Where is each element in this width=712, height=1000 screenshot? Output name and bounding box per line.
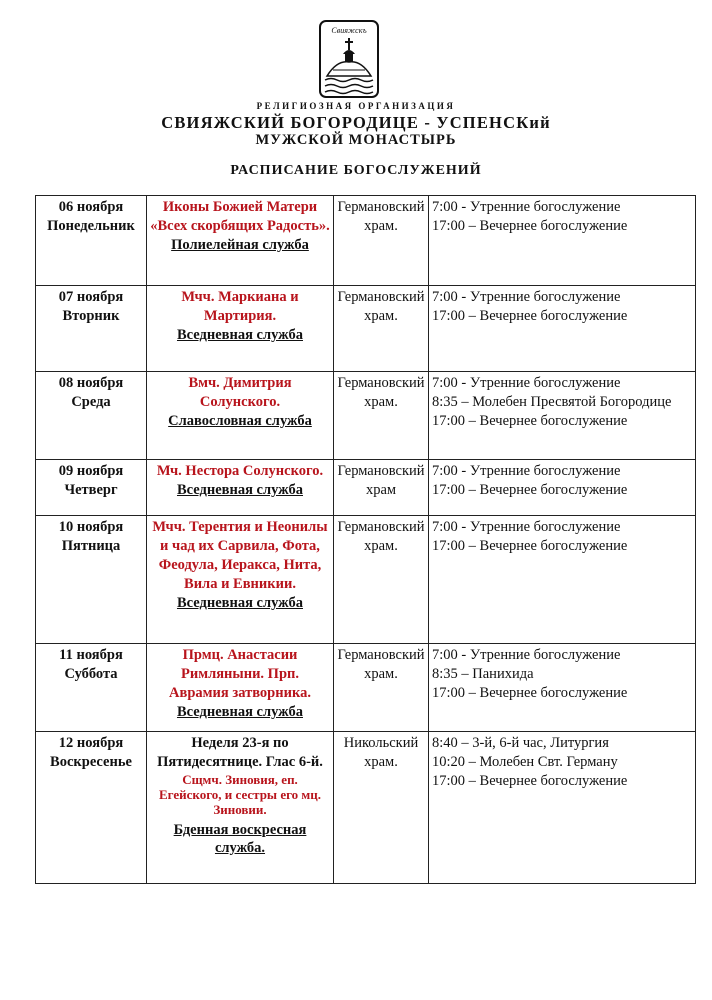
date-label: 07 ноября [58,289,124,305]
feast-week-label: Неделя 23-я по Пятидесятнице. Глас 6-й. [157,735,323,770]
service-time: 7:00 - Утренние богослужение [432,289,621,305]
service-time: 8:40 – 3-й, 6-й час, Литургия [432,735,609,751]
weekday-label: Суббота [64,666,118,682]
service-time: 7:00 - Утренние богослужение [432,519,621,535]
date-label: 11 ноября [59,647,123,663]
day-cell [36,732,147,884]
weekday-label: Среда [71,394,111,410]
feast-cell [147,732,334,884]
weekday-label: Четверг [64,482,118,498]
times-cell [429,732,696,884]
feast-cell [147,460,334,516]
church-cell: Германовский храм. [334,644,429,732]
day-cell [36,286,147,372]
service-time: 17:00 – Вечернее богослужение [432,308,628,324]
service-type: Вседневная служба [176,704,303,720]
feast-cell [147,516,334,644]
feast-cell [147,644,334,732]
service-time: 7:00 - Утренние богослужение [432,199,621,215]
schedule-title: РАСПИСАНИЕ БОГОСЛУЖЕНИЙ [230,163,482,178]
church-cell: Никольский храм. [334,732,429,884]
table-row [36,644,696,732]
church-cell: Германовский храм. [334,372,429,460]
weekday-label: Понедельник [47,218,135,234]
service-time: 7:00 - Утренние богослужение [432,375,621,391]
times-cell [429,196,696,286]
feast-name: Прмц. Анастасии Римляныни. Прп. Аврамия затворника. [169,647,311,701]
date-label: 06 ноября [58,199,124,215]
times-cell [429,286,696,372]
service-time: 8:35 – Панихида [432,666,534,682]
day-cell [36,516,147,644]
org-name: СВИЯЖСКИЙ БОГОРОДИЦЕ - УСПЕНСКий [161,113,551,132]
org-name-line2: МУЖСКОЙ МОНАСТЫРЬ [255,132,457,148]
service-type: Вседневная служба [176,482,303,498]
org-type: РЕЛИГИОЗНАЯ ОРГАНИЗАЦИЯ [256,101,456,111]
feast-name: Мчч. Маркиана и Мартирия. [181,289,299,324]
service-time: 7:00 - Утренние богослужение [432,463,621,479]
service-type: Полиелейная служба [171,237,309,253]
church-cell: Германовский храм. [334,196,429,286]
table-row [36,460,696,516]
service-type: Славословная служба [168,413,312,429]
schedule-table [35,195,696,884]
service-type: Вседневная служба [176,595,303,611]
feast-name: Сщмч. Зиновия, еп. Егейского, и сестры его мц. Зиновии. [158,772,322,817]
day-cell [36,196,147,286]
day-cell [36,460,147,516]
service-type: Вседневная служба [176,327,303,343]
feast-name: Иконы Божией Матери «Всех скорбящих Радость». [150,199,330,234]
date-label: 12 ноября [58,735,124,751]
service-time: 17:00 – Вечернее богослужение [432,773,628,789]
feast-cell [147,372,334,460]
date-label: 09 ноября [58,463,124,479]
feast-name: Вмч. Димитрия Солунского. [188,375,292,410]
church-cell: Германовский храм. [334,516,429,644]
date-label: 10 ноября [58,519,124,535]
service-time: 10:20 – Молебен Свт. Герману [432,754,618,770]
times-cell [429,372,696,460]
feast-cell [147,286,334,372]
table-row [36,196,696,286]
times-cell [429,644,696,732]
service-time: 17:00 – Вечернее богослужение [432,538,628,554]
svg-text:Свияжскъ: Свияжскъ [331,26,367,35]
date-label: 08 ноября [58,375,124,391]
table-row [36,372,696,460]
feast-cell [147,196,334,286]
day-cell [36,372,147,460]
times-cell [429,516,696,644]
day-cell [36,644,147,732]
service-time: 17:00 – Вечернее богослужение [432,413,628,429]
table-row [36,286,696,372]
service-time: 8:35 – Молебен Пресвятой Богородице [432,394,672,410]
monastery-logo [319,20,379,98]
church-cell: Германовский храм [334,460,429,516]
service-type: Бденная воскресная служба. [173,822,307,856]
table-row [36,516,696,644]
feast-name: Мчч. Терентия и Неонилы и чад их Сарвила, Фота, Феодула, Иеракса, Нита, Вила и Евникии. [152,519,328,592]
church-cell: Германовский храм. [334,286,429,372]
service-time: 17:00 – Вечернее богослужение [432,685,628,701]
service-time: 7:00 - Утренние богослужение [432,647,621,663]
table-row [36,732,696,884]
service-time: 17:00 – Вечернее богослужение [432,218,628,234]
weekday-label: Пятница [61,538,121,554]
feast-name: Мч. Нестора Солунского. [156,463,324,479]
weekday-label: Воскресенье [50,754,132,770]
weekday-label: Вторник [62,308,120,324]
service-time: 17:00 – Вечернее богослужение [432,482,628,498]
times-cell [429,460,696,516]
